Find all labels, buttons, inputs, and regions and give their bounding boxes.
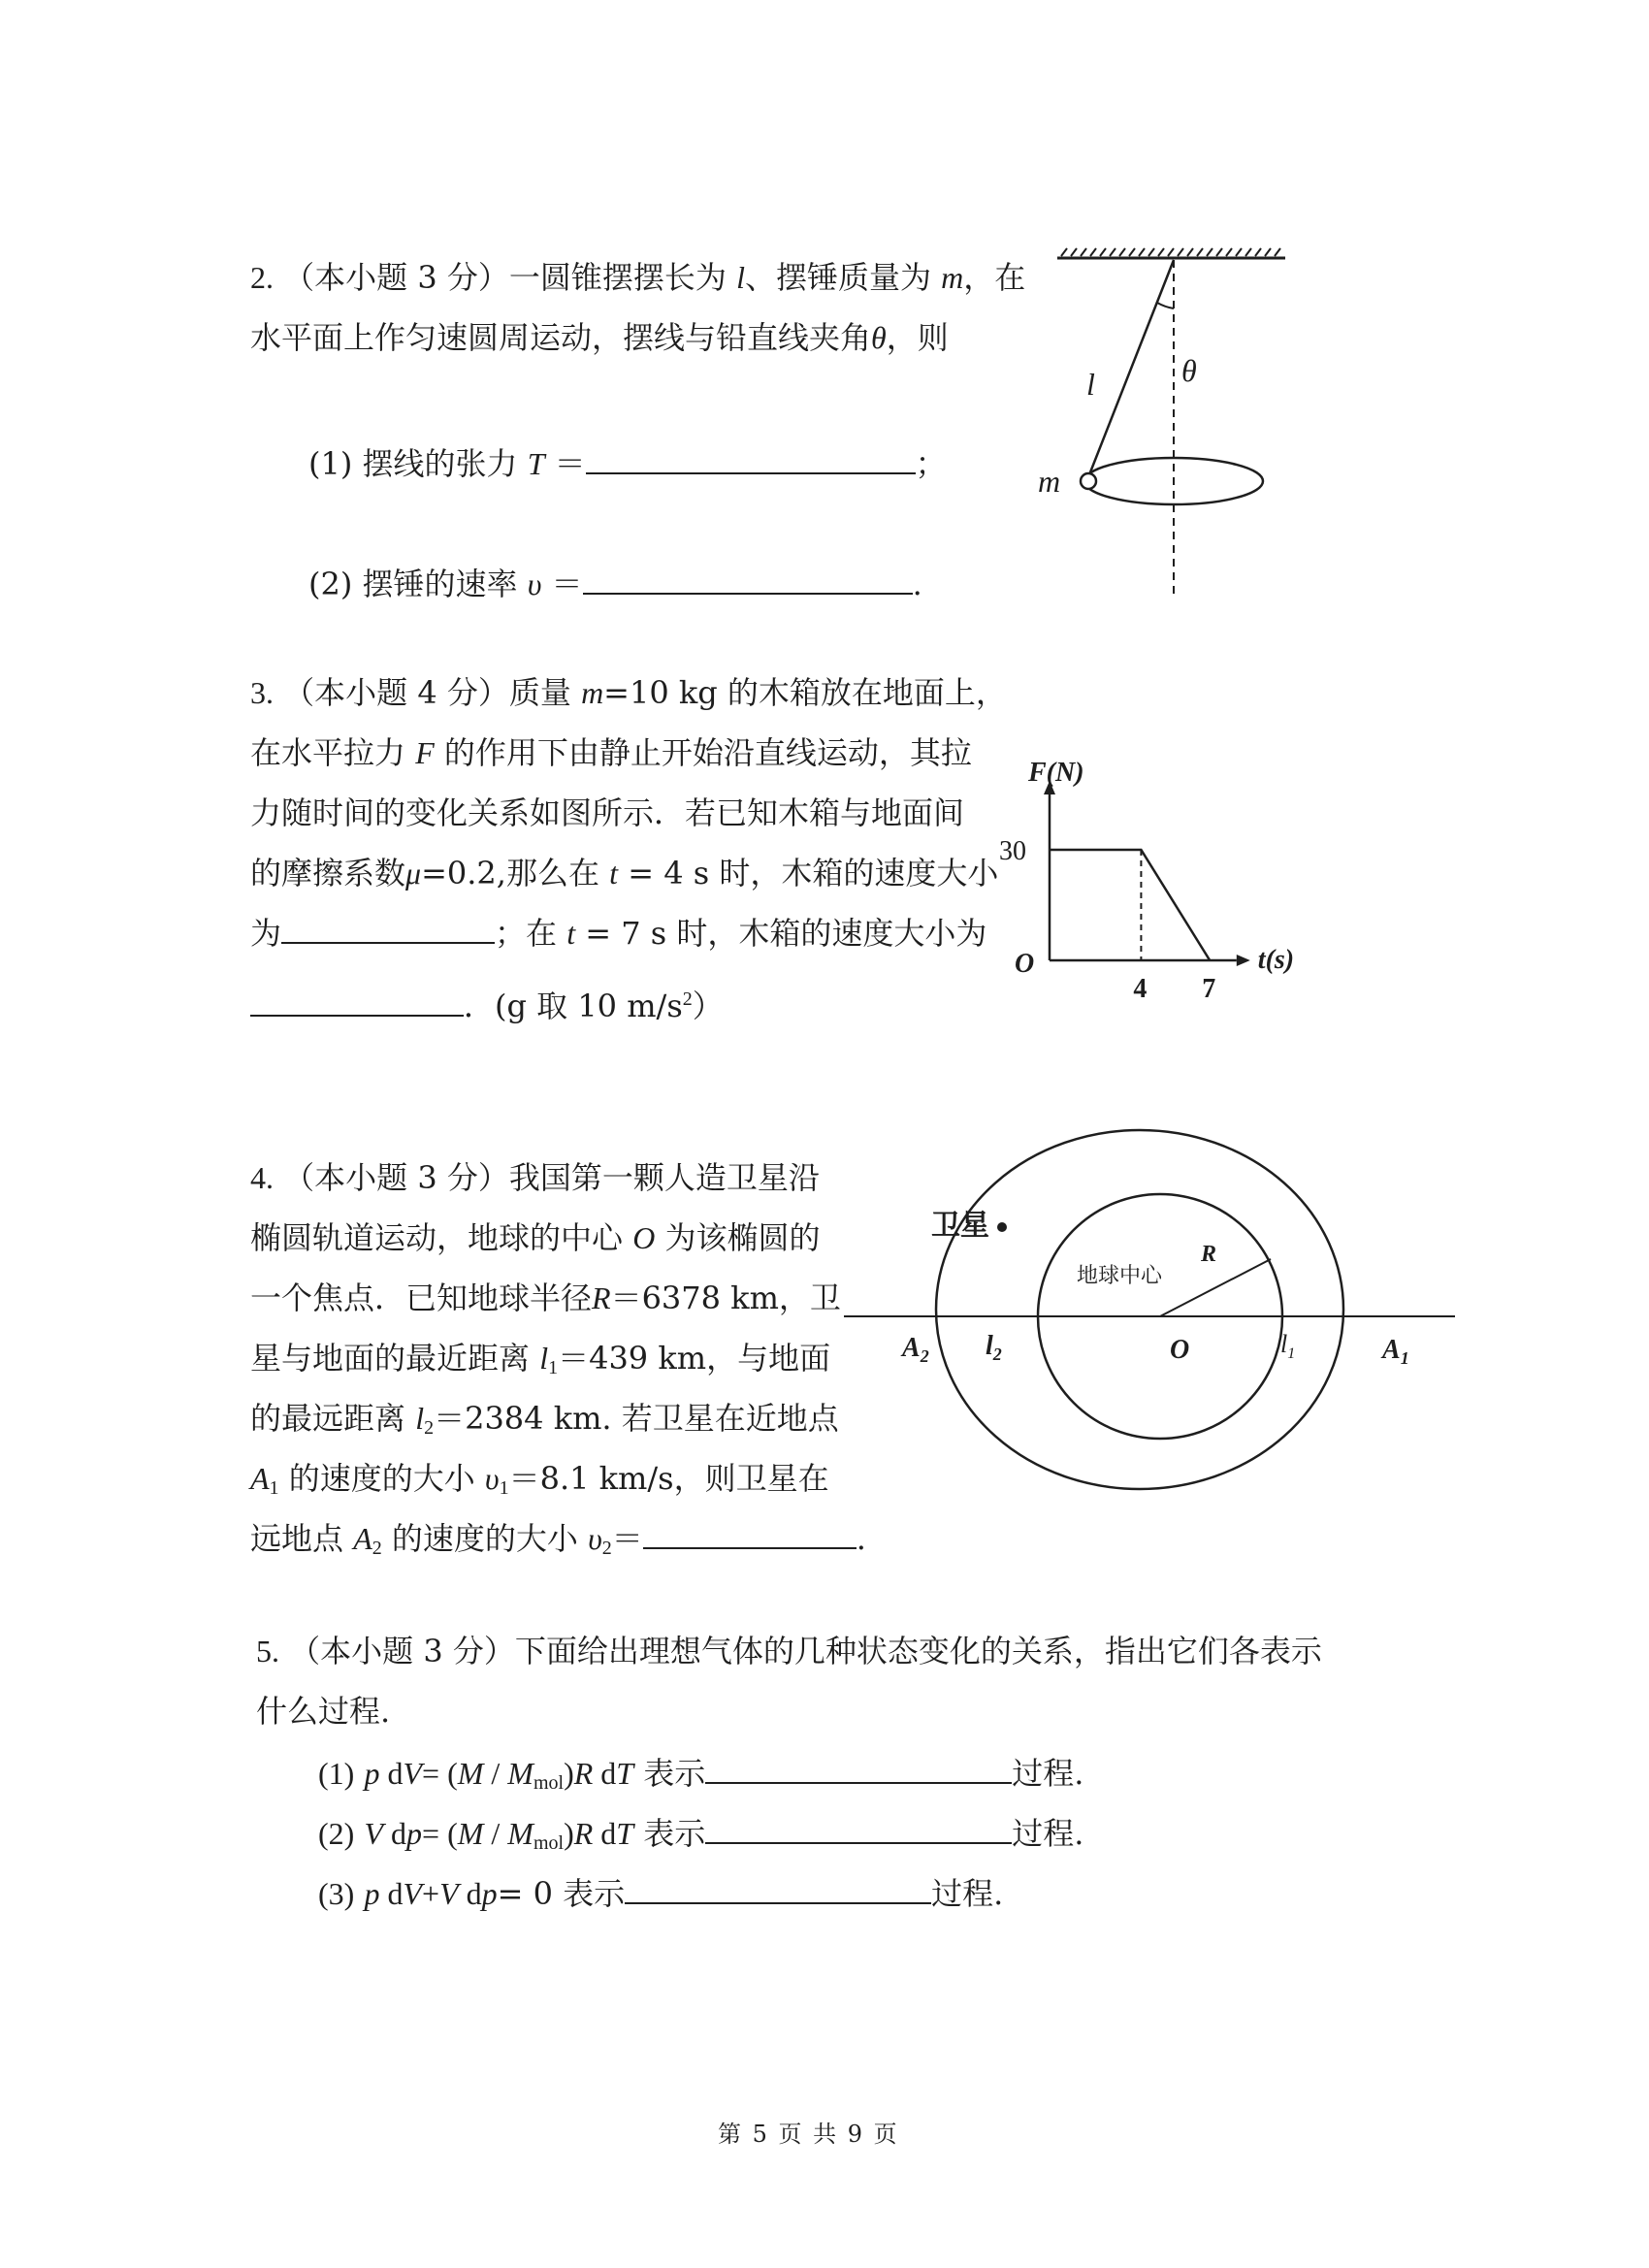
force-series-line [1050,850,1210,960]
q5-answer-blank-1[interactable] [705,1755,1012,1784]
apogee-A2-label: $A_2$ [902,1333,929,1366]
q4-line-2: 椭圆轨道运动，地球的中心 O 为该椭圆的 [250,1219,821,1256]
q4-line-6: $A_1$ 的速度的大小 $\upsilon_1=8.1$ km/s，则卫星在 [250,1460,829,1499]
satellite-dot [997,1222,1007,1232]
q3-line-6: ．(g 取 10 $m/s^2$） [250,980,724,1025]
q5-line-1: 5. （本小题 3 分）下面给出理想气体的几种状态变化的关系，指出它们各表示 [256,1633,1322,1669]
x-tick-label-7: 7 [1202,974,1216,1004]
q4-line-5: 的最远距离 $l_2=2384$ km. 若卫星在近地点 [250,1400,839,1439]
origin-label: O [1015,949,1035,979]
q5-item-3: (3) p dV+V dp= 0 表示 过程. [318,1875,1004,1912]
ceiling-hatch [1061,248,1280,256]
q3-answer-blank-1[interactable] [281,915,495,944]
angle-theta-label: θ [1181,353,1197,388]
q3-line-4: 的摩擦系数μ=0.2,那么在 t = 4 s 时，木箱的速度大小 [250,855,999,891]
q2-answer-blank-2[interactable] [583,566,913,595]
force-time-chart [989,698,1377,1009]
q4-line-4: 星与地面的最近距离 $l_1=439$ km，与地面 [250,1340,831,1378]
q2-line-1: 2. （本小题 3 分）一圆锥摆摆长为 l、摆锤质量为 m，在 [250,259,1026,296]
q3-line-3: 力随时间的变化关系如图所示．若已知木箱与地面间 [250,794,965,831]
satellite-label: 卫星 [931,1210,989,1242]
distance-l1-label: $l_1$ [1280,1330,1296,1362]
center-O-label: O [1170,1335,1190,1365]
q2-answer-blank-1[interactable] [586,445,916,474]
q5-line-2: 什么过程. [256,1693,391,1730]
satellite-orbit-figure [844,1125,1465,1494]
distance-l2-label: $l_2$ [986,1331,1002,1364]
q2-line-2: 水平面上作匀速圆周运动，摆线与铅直线夹角θ，则 [250,319,949,356]
perigee-A1-label: $A_1$ [1382,1335,1409,1368]
q3-line-2: 在水平拉力 F 的作用下由静止开始沿直线运动，其拉 [250,734,972,771]
q5-item-1: (1) p $dV= (M / M_{mol})R$ dT 表示 过程. [318,1755,1084,1794]
q4-line-1: 4. （本小题 3 分）我国第一颗人造卫星沿 [250,1159,820,1196]
q5-item-2: (2) V $dp= (M / M_{mol})R$ dT 表示 过程. [318,1815,1084,1854]
x-axis-arrow [1237,955,1250,966]
conical-pendulum-figure [1038,243,1300,611]
q5-answer-blank-2[interactable] [705,1815,1012,1844]
y-axis-label: F(N) [1028,758,1084,788]
q4-answer-blank[interactable] [643,1520,857,1549]
radius-R-label: R [1201,1242,1217,1267]
x-axis-label: t(s) [1257,945,1295,975]
q2-sub-1: (1) 摆线的张力 T ＝ ； [308,445,947,482]
q3-line-1: 3. （本小题 4 分）质量 m=10 kg 的木箱放在地面上， [250,674,1007,711]
earth-center-label: 地球中心 [1077,1263,1163,1287]
q4-line-3: 一个焦点．已知地球半径R＝6378 km，卫 [250,1280,841,1316]
pendulum-bob [1081,473,1096,489]
page-footer: 第 5 页 共 9 页 [718,2121,899,2148]
angle-arc [1157,303,1174,308]
q3-answer-blank-2[interactable] [250,988,464,1017]
q4-line-7: 远地点 $A_2$ 的速度的大小 $\upsilon_2=$ . [250,1520,866,1559]
length-l-label: l [1086,367,1095,402]
q3-line-5: 为 ；在 t = 7 s 时，木箱的速度大小为 [250,915,987,952]
q5-answer-blank-3[interactable] [625,1875,931,1904]
q2-sub-2: (2) 摆锤的速率 υ ＝ . [308,566,922,602]
pendulum-string [1088,260,1174,477]
x-tick-label-4: 4 [1133,974,1148,1004]
radius-line [1160,1259,1271,1316]
y-tick-label-30: 30 [999,836,1026,866]
mass-m-label: m [1038,464,1061,499]
